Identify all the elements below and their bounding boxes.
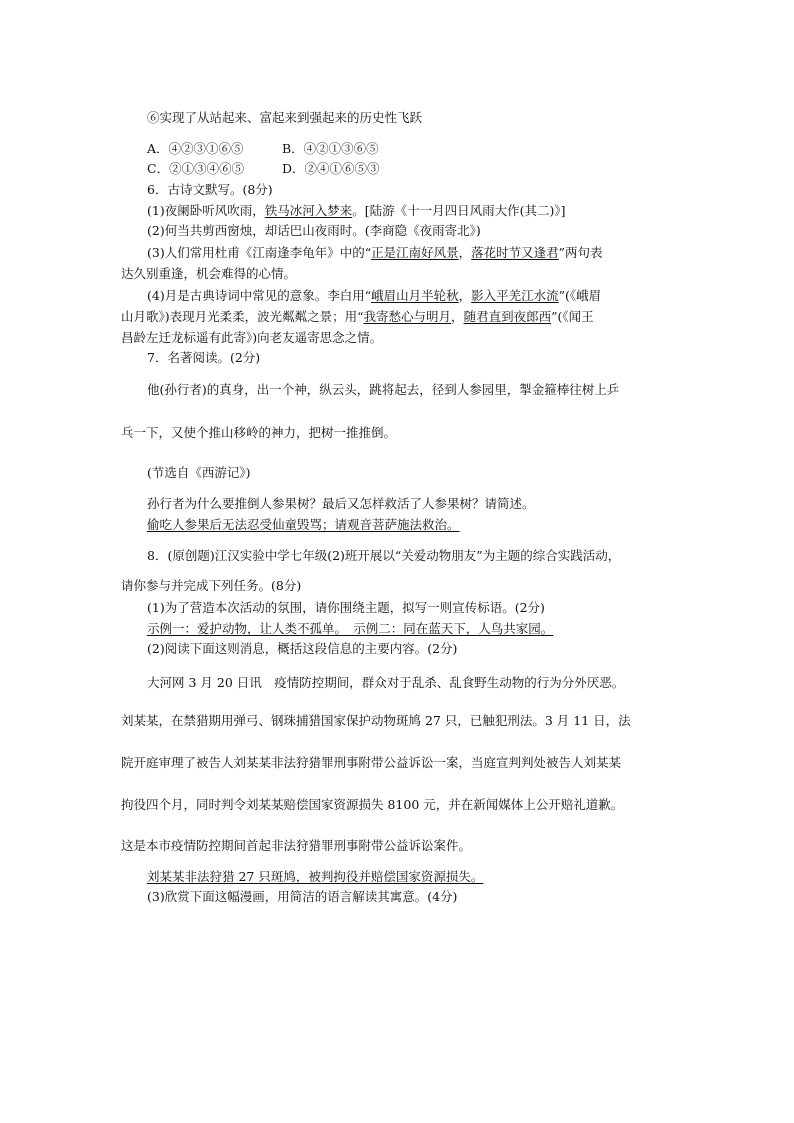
news-line: 拘役四个月，同时判令刘某某赔偿国家资源损失 8100 元，并在新闻媒体上公开赔礼道歉。 [121,797,624,812]
q6-3-line-2: 达久别重逢，机会难得的心情。 [121,266,297,281]
q7-prompt: 孙行者为什么要推倒人参果树？最后又怎样救活了人参果树？请简述。 [147,496,535,511]
q8-2-prompt: (2)阅读下面这则消息，概括这段信息的主要内容。(2分) [147,641,458,656]
text-line: ⑥实现了从站起来、富起来到强起来的历史性飞跃 [147,110,423,125]
q6-3-prefix: (3)人们常用杜甫《江南逢李龟年》中的“ [147,245,372,260]
passage-line: 他(孙行者)的真身，出一个神，纵云头，跳将起去，径到人参园里，掣金箍棒往树上乒 [147,382,620,397]
q6-3-answer-1: 正是江南好风景 [371,245,459,260]
passage-source: (节选自《西游记》) [147,465,251,480]
q6-4-answer-2: 影入平羌江水流 [471,288,559,303]
q6-2-line: (2)何当共剪西窗烛，却话巴山夜雨时。(李商隐《夜雨寄北》) [147,223,481,238]
question-6-title: 6．古诗文默写。(8分) [147,182,273,197]
option-c: C．②①③④⑥⑤ [147,161,245,176]
news-line: 刘某某，在禁猎期用弹弓、钢珠捕猎国家保护动物斑鸠 27 只，已触犯刑法。3 月 11 日，法 [121,713,631,728]
option-a: A．④②③①⑥⑤ [147,141,244,156]
q6-1-suffix: 。[陆游《十一月四日风雨大作(其二)》] [352,203,566,218]
q6-4-suffix-2: ”(《闻王 [551,309,594,324]
q6-4-suffix: ”(《峨眉 [558,288,602,303]
q8-2-answer: 刘某某非法狩猎 27 只斑鸠，被判拘役并赔偿国家资源损失。 [147,869,484,884]
q6-4-line [147,288,601,304]
q6-3-suffix: ”两句表 [558,245,603,260]
q6-3-line [147,245,603,261]
option-b: B．④②①③⑥⑤ [282,141,379,156]
q7-answer: 偷吃人参果后无法忍受仙童毁骂；请观音菩萨施法救治。 [147,517,460,532]
question-8-title-2: 请你参与并完成下列任务。(8分) [121,578,302,593]
q6-1-answer: 铁马冰河入梦来 [264,203,353,218]
question-7-title: 7．名著阅读。(2分) [147,350,261,365]
news-line: 这是本市疫情防控期间首起非法狩猎罪刑事附带公益诉讼案件。 [121,838,472,853]
q6-1-prefix: (1)夜阑卧听风吹雨， [147,203,265,218]
news-line: 院开庭审理了被告人刘某某非法狩猎罪刑事附带公益诉讼一案，当庭宣判判处被告人刘某某 [121,755,622,770]
q6-4-line-2 [121,309,594,325]
q6-1-line [147,203,566,219]
q8-1-answer: 示例一：爱护动物，让人类不孤单。 示例二：同在蓝天下，人鸟共家园。 [147,621,554,636]
passage-line: 乓一下，又使个推山移岭的神力，把树一推推倒。 [121,425,397,440]
option-d: D．②④①⑥⑤③ [282,161,380,176]
q6-4-answer-1: 峨眉山月半轮秋 [371,288,459,303]
q6-3-comma: ， [458,245,472,260]
q6-4-answer-3: 我寄愁心与明月 [363,309,452,324]
q6-4-comma-2: ， [451,309,464,324]
q6-3-answer-2: 落花时节又逢君 [471,245,559,260]
news-line: 大河网 3 月 20 日讯 疫情防控期间，群众对于乱杀、乱食野生动物的行为分外厌恶。 [147,675,625,690]
q8-1-prompt: (1)为了营造本次活动的氛围，请你围绕主题，拟写一则宣传标语。(2分) [147,600,545,615]
q6-4-prefix: (4)月是古典诗词中常见的意象。李白用“ [147,288,372,303]
q6-4-answer-4: 随君直到夜郎西 [463,309,552,324]
q6-4-prefix-2: 山月歌》)表现月光柔柔，波光粼粼之景；用“ [121,309,364,324]
question-8-title: 8．(原创题)江汉实验中学七年级(2)班开展以“关爱动物朋友”为主题的综合实践活动， [147,548,621,563]
q8-3-prompt: (3)欣赏下面这幅漫画，用简洁的语言解读其寓意。(4分) [147,889,458,904]
q6-4-line-3: 昌龄左迁龙标遥有此寄》)向老友遥寄思念之情。 [121,330,383,345]
q6-4-comma: ， [458,288,472,303]
